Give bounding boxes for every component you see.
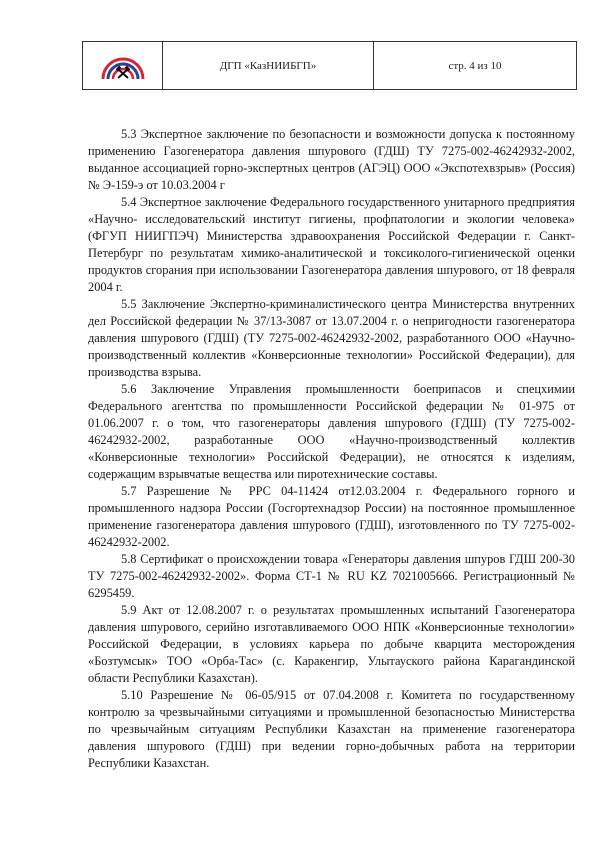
paragraph-5-7: 5.7 Разрешение № РРС 04-11424 от12.03.2004 г. Федерального горного и промышленного надзора России (Госгортехнадзор России) на постоянное промышленное применение газогенератора давления шпурового (ГДШ), изготовленного по ТУ 7275-002-46242932-2002. (88, 484, 575, 549)
document-body (88, 126, 575, 772)
paragraph-5-9: 5.9 Акт от 12.08.2007 г. о результатах промышленных испытаний Газогенератора давления шпурового, серийно изготавливаемого ООО НПК «Конверсионные технологии» Российской Федерации, в условиях карьера по добыче кварцита месторождения «Бозтумсык» ТОО «Орба-Тас» (с. Каракенгир, Улытауского района Карагандинской области Республики Казахстан). (88, 603, 575, 685)
paragraph-5-8: 5.8 Сертификат о происхождении товара «Генераторы давления шпуров ГДШ 200-30 ТУ 7275-002-46242932-2002». Форма СТ-1 № RU KZ 7021005666. Регистрационный № 6295459. (88, 552, 575, 600)
header-page-number: стр. 4 из 10 (448, 59, 502, 72)
page-header (82, 41, 577, 90)
paragraph-5-4: 5.4 Экспертное заключение Федерального государственного унитарного предприятия «Научно- исследовательский институт гигиены, профпатологии и экологии человека» (ФГУП НИИГПЭЧ) Министерства здравоохранения Российской Федерации г. Санкт-Петербург по результатам химико-аналитической и токсиколого-гигиенической оценки продуктов сгорания при использовании Газогенератора давления шпурового, от 18 февраля 2004 г. (88, 195, 575, 294)
paragraph-5-3: 5.3 Экспертное заключение по безопасности и возможности допуска к постоянному применению Газогенератора давления шпурового (ГДШ) ТУ 7275-002-46242932-2002, выданное ассоциацией горно-экспертных центров (АГЭЦ) ООО «Экспотехвзрыв» (Россия) № Э-159-э от 10.03.2004 г (88, 127, 575, 192)
hammer-pick-arch-logo-icon (100, 51, 146, 81)
paragraph-5-5: 5.5 Заключение Экспертно-криминалистического центра Министерства внутренних дел Российской федерации № 37/13-3087 от 13.07.2004 г. о непригодности газогенератора давления шпурового (ГДШ) (ТУ 7275-002-46242932-2002, разработанного ООО «Научно-производственный коллектив «Конверсионные технологии» Российской Федерации), для производства взрыва. (88, 297, 575, 379)
paragraph-5-6: 5.6 Заключение Управления промышленности боеприпасов и спецхимии Федерального агентства по промышленности Российской федерации № 01-975 от 01.06.2007 г. о том, что газогенераторы давления шпурового (ГДШ) (ТУ 7275-002-46242932-2002, разработанные ООО «Научно-производственный коллектив «Конверсионные технологии» Российской Федерации), не относятся к изделиям, содержащим взрывчатые вещества или пиротехнические составы. (88, 382, 575, 481)
header-logo-cell (83, 42, 163, 89)
paragraph-5-10: 5.10 Разрешение № 06-05/915 от 07.04.2008 г. Комитета по государственному контролю за чрезвычайными ситуациями и промышленной безопасностью Министерства по чрезвычайным ситуациям Республики Казахстан на применение газогенератора давления шпурового (ГДШ) при ведении горно-добычных работа на территории Республики Казахстан. (88, 688, 575, 770)
header-organization: ДГП «КазНИИБГП» (163, 42, 374, 89)
